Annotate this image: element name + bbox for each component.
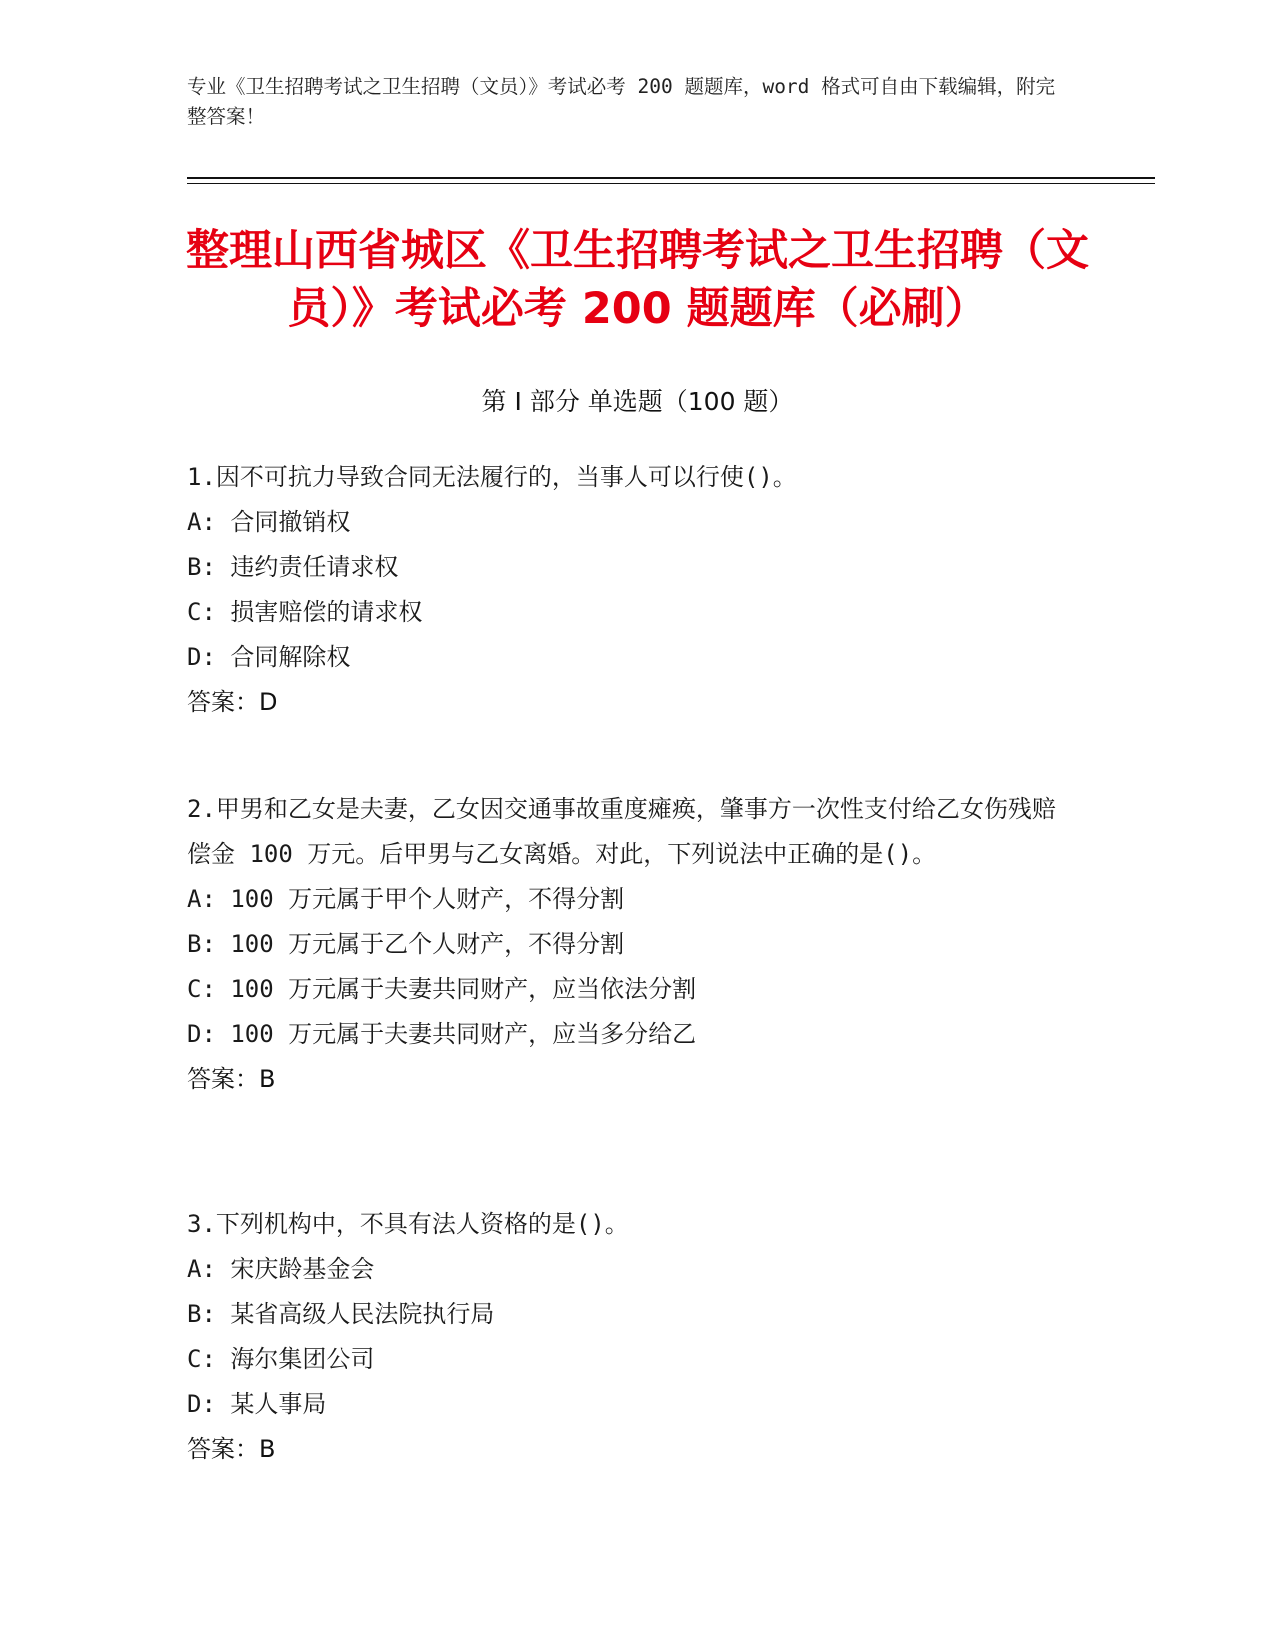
document-title: 整理山西省城区《卫生招聘考试之卫生招聘（文员）》考试必考 200 题题库（必刷）	[186, 226, 1089, 334]
option-a: A: 合同撤销权	[187, 508, 351, 536]
header-rule-thin	[187, 183, 1155, 184]
option-d: D: 100 万元属于夫妻共同财产，应当多分给乙	[187, 1020, 697, 1048]
option-a: A: 宋庆龄基金会	[187, 1255, 375, 1283]
question-stem: 1.因不可抗力导致合同无法履行的，当事人可以行使()。	[187, 463, 797, 491]
header-rule-thick	[187, 177, 1155, 179]
question-2	[187, 787, 1067, 1102]
question-stem: 2.甲男和乙女是夫妻，乙女因交通事故重度瘫痪，肇事方一次性支付给乙女伤残赔偿金 100 万元。后甲男与乙女离婚。对此，下列说法中正确的是()。	[187, 795, 1056, 868]
option-d: D: 某人事局	[187, 1390, 327, 1418]
option-c: C: 损害赔偿的请求权	[187, 598, 423, 626]
section-heading: 第 I 部分 单选题（100 题）	[481, 387, 794, 416]
option-b: B: 100 万元属于乙个人财产，不得分割	[187, 930, 625, 958]
option-d: D: 合同解除权	[187, 643, 351, 671]
header-note: 专业《卫生招聘考试之卫生招聘（文员）》考试必考 200 题题库，word 格式可自由下载编辑，附完整答案！	[187, 75, 1056, 128]
question-1	[187, 455, 1067, 725]
option-b: B: 某省高级人民法院执行局	[187, 1300, 495, 1328]
question-stem: 3.下列机构中，不具有法人资格的是()。	[187, 1210, 629, 1238]
answer: 答案：D	[187, 688, 278, 716]
answer: 答案：B	[187, 1435, 276, 1463]
option-a: A: 100 万元属于甲个人财产，不得分割	[187, 885, 625, 913]
question-3	[187, 1202, 1067, 1472]
option-c: C: 100 万元属于夫妻共同财产，应当依法分割	[187, 975, 697, 1003]
option-c: C: 海尔集团公司	[187, 1345, 375, 1373]
option-b: B: 违约责任请求权	[187, 553, 399, 581]
answer: 答案：B	[187, 1065, 276, 1093]
